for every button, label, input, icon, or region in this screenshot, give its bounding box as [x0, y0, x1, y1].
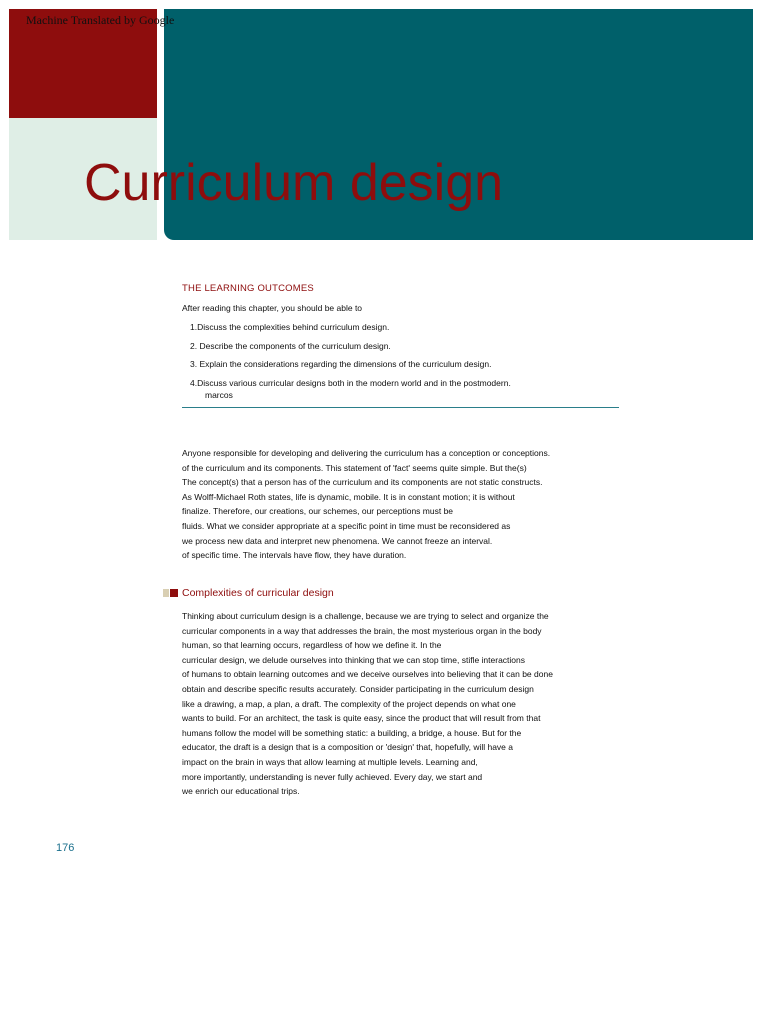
outcome-text: 1.Discuss the complexities behind curriculum design. [190, 322, 390, 332]
text-line: like a drawing, a map, a plan, a draft. The complexity of the project depends on what one [182, 698, 516, 709]
text-line: finalize. Therefore, our creations, our schemes, our perceptions must be [182, 506, 454, 517]
outcome-text: 2. Describe the components of the curriculum design. [190, 340, 391, 351]
list-item [190, 377, 511, 400]
text-line: fluids. What we consider appropriate at a specific point in time must be reconsidered as [182, 520, 511, 531]
text-line: we process new data and interpret new phenomena. We cannot freeze an interval. [182, 535, 493, 546]
text-line: human, so that learning occurs, regardless of how we define it. In the [182, 640, 442, 651]
text-line: of the curriculum and its components. This statement of 'fact' seems quite simple. But the(s) [182, 462, 527, 473]
list-item [190, 358, 511, 377]
text-line: Anyone responsible for developing and delivering the curriculum has a conception or conceptions. [182, 448, 551, 458]
text-line: wants to build. For an architect, the task is quite easy, since the product that will result from that [182, 713, 541, 724]
marker-square-tan [163, 589, 169, 597]
text-line: we enrich our educational trips. [182, 786, 300, 797]
section-marker-icon [163, 589, 178, 597]
learning-outcomes-heading: THE LEARNING OUTCOMES [182, 283, 314, 294]
list-item [190, 340, 511, 359]
text-line: of specific time. The intervals have flow, they have duration. [182, 550, 407, 561]
marker-square-red [170, 589, 178, 597]
text-line: humans follow the model will be something static: a building, a bridge, a house. But for the [182, 727, 522, 738]
text-line: obtain and describe specific results accurately. Consider participating in the curriculum design [182, 683, 534, 694]
text-line: curricular components in a way that addresses the brain, the most mysterious organ in the body [182, 625, 542, 636]
text-line: impact on the brain in ways that allow learning at multiple levels. Learning and, [182, 756, 478, 767]
text-line: of humans to obtain learning outcomes and we deceive ourselves into believing that it can be done [182, 669, 553, 680]
text-line: educator, the draft is a design that is a composition or 'design' that, hopefully, will have a [182, 742, 514, 753]
chapter-title: Curriculum design [84, 154, 504, 212]
section-heading: Complexities of curricular design [182, 587, 334, 599]
outcome-text: 4.Discuss various curricular designs both in the modern world and in the postmodern. [190, 377, 511, 388]
text-line: Thinking about curriculum design is a challenge, because we are trying to select and organize the [182, 611, 549, 621]
text-line: The concept(s) that a person has of the curriculum and its components are not static constructs. [182, 477, 543, 488]
learning-outcomes-divider [182, 407, 619, 408]
intro-paragraph [182, 446, 550, 563]
learning-outcomes-intro: After reading this chapter, you should be able to [182, 303, 363, 313]
text-line: curricular design, we delude ourselves into thinking that we can stop time, stifle interactions [182, 654, 526, 665]
outcome-text: 3. Explain the considerations regarding the dimensions of the curriculum design. [190, 359, 492, 369]
list-item [190, 321, 511, 340]
text-line: As Wolff-Michael Roth states, life is dynamic, mobile. It is in constant motion; it is without [182, 491, 515, 502]
outcome-continuation: marcos [205, 389, 233, 400]
text-line: more importantly, understanding is never fully achieved. Every day, we start and [182, 771, 483, 782]
section-paragraph [182, 609, 553, 799]
machine-translation-note: Machine Translated by Google [26, 13, 175, 27]
learning-outcomes-list [190, 321, 511, 400]
page-number: 176 [56, 842, 75, 854]
